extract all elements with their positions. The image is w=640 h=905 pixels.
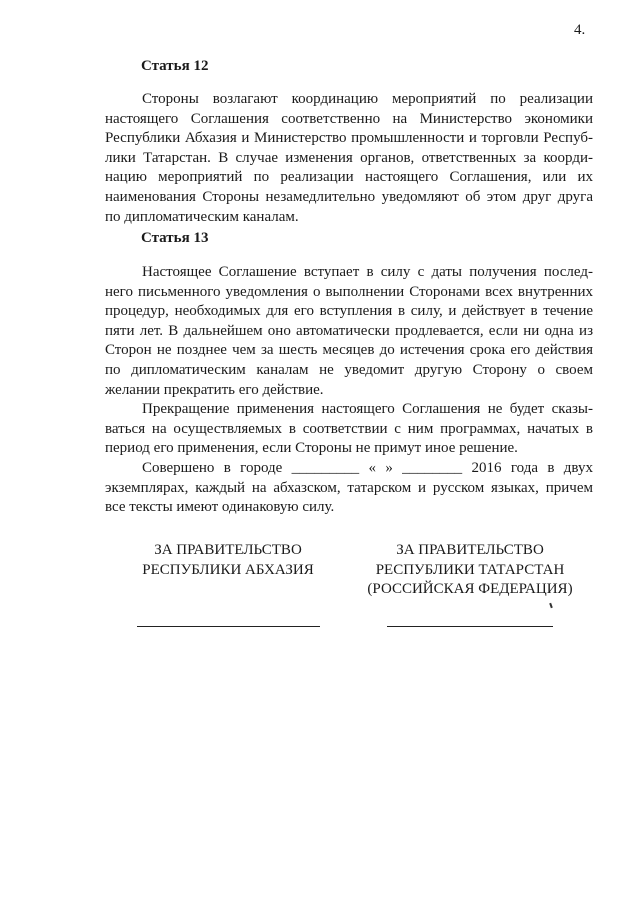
signature-title-line: РЕСПУБЛИКИ ТАТАРСТАН — [375, 561, 565, 578]
text-line: все тексты имеют одинаковую силу. — [105, 499, 335, 516]
text-line: нацию мероприятий по реализации настоящего Соглашения, или их — [105, 169, 593, 186]
text-line: лики Татарстан. В случае изменения органов, ответственных за коорди- — [105, 149, 593, 166]
text-line: Сторон не позднее чем за шесть месяцев до истечения срока его действия — [105, 342, 593, 359]
signature-title-line: ЗА ПРАВИТЕЛЬСТВО — [154, 542, 302, 558]
text-line: Прекращение применения настоящего Соглашения не будет сказы- — [142, 401, 593, 418]
signature-line-left — [137, 626, 320, 627]
signature-block-abkhazia — [128, 541, 328, 580]
text-line: Настоящее Соглашение вступает в силу с даты получения послед- — [142, 264, 593, 280]
text-line: наименования Стороны незамедлительно уведомляют об этом друг друга — [105, 188, 593, 205]
text-line: экземплярах, каждый на абхазском, татарском и русском языках, причем — [105, 479, 593, 496]
signature-line-right — [387, 626, 553, 627]
signature-title-line: РЕСПУБЛИКИ АБХАЗИЯ — [142, 561, 314, 578]
article-12-heading: Статья 12 — [141, 58, 209, 74]
text-line: период его применения, если Стороны не примут иное решение. — [105, 440, 518, 457]
text-line: настоящего Соглашения соответственно на Министерство экономики — [105, 110, 593, 127]
text-line: ваться на осуществляемых в соответствии с ним программах, начатых в — [105, 420, 593, 437]
signature-title-line: (РОССИЙСКАЯ ФЕДЕРАЦИЯ) — [367, 581, 573, 597]
text-line: Стороны возлагают координацию мероприятий по реализации — [142, 91, 593, 107]
signature-title-line: ЗА ПРАВИТЕЛЬСТВО — [396, 542, 544, 558]
text-line: по дипломатическим каналам не уведомит другую Сторону о своем — [105, 361, 593, 378]
text-line: желании прекратить его действие. — [105, 381, 324, 398]
page-number: 4. — [574, 22, 586, 38]
signature-block-tatarstan — [360, 541, 580, 600]
text-line: него письменного уведомления о выполнении Сторонами всех внутренних — [105, 283, 593, 300]
text-line: процедур, необходимых для его вступления в силу, и действует в течение — [105, 303, 593, 320]
article-13-heading: Статья 13 — [141, 230, 209, 246]
article-13-paragraph-1 — [105, 263, 593, 518]
ink-mark — [549, 603, 553, 608]
text-line: по дипломатическим каналам. — [105, 208, 299, 225]
text-line: Республики Абхазия и Министерство промышленности и торговли Респуб- — [105, 130, 593, 147]
text-line: пяти лет. В дальнейшем оно автоматически продлевается, если ни одна из — [105, 322, 593, 339]
text-line: Совершено в городе _________ « » ________ 2016 года в двух — [142, 459, 593, 476]
article-12-paragraph — [105, 90, 593, 227]
